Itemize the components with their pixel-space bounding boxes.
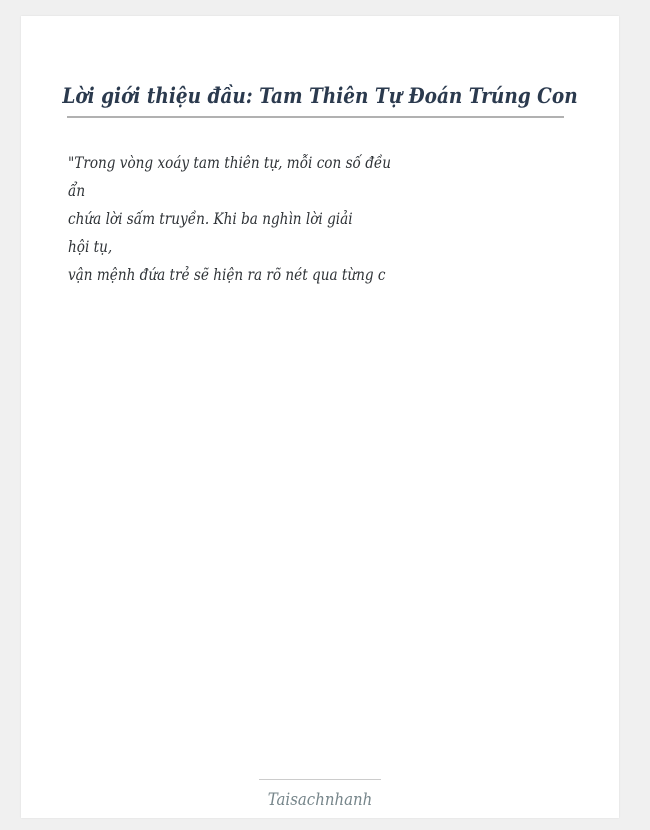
- document-page: [21, 16, 619, 818]
- body-line: ẩn: [68, 181, 86, 200]
- body-line: vận mệnh đứa trẻ sẽ hiện ra rõ nét qua từng c: [68, 265, 386, 284]
- page-title: Lời giới thiệu đầu: Tam Thiên Tự Đoán Trúng Con: [62, 83, 578, 108]
- body-line: "Trong vòng xoáy tam thiên tự, mỗi con số đều: [68, 153, 392, 172]
- body-line: chứa lời sấm truyền. Khi ba nghìn lời giải: [68, 209, 353, 228]
- title-divider: [67, 116, 564, 118]
- footer-divider: [259, 779, 381, 780]
- footer-brand: Taisachnhanh: [267, 790, 373, 810]
- body-paragraph: [68, 149, 527, 289]
- body-line: hội tụ,: [68, 237, 113, 256]
